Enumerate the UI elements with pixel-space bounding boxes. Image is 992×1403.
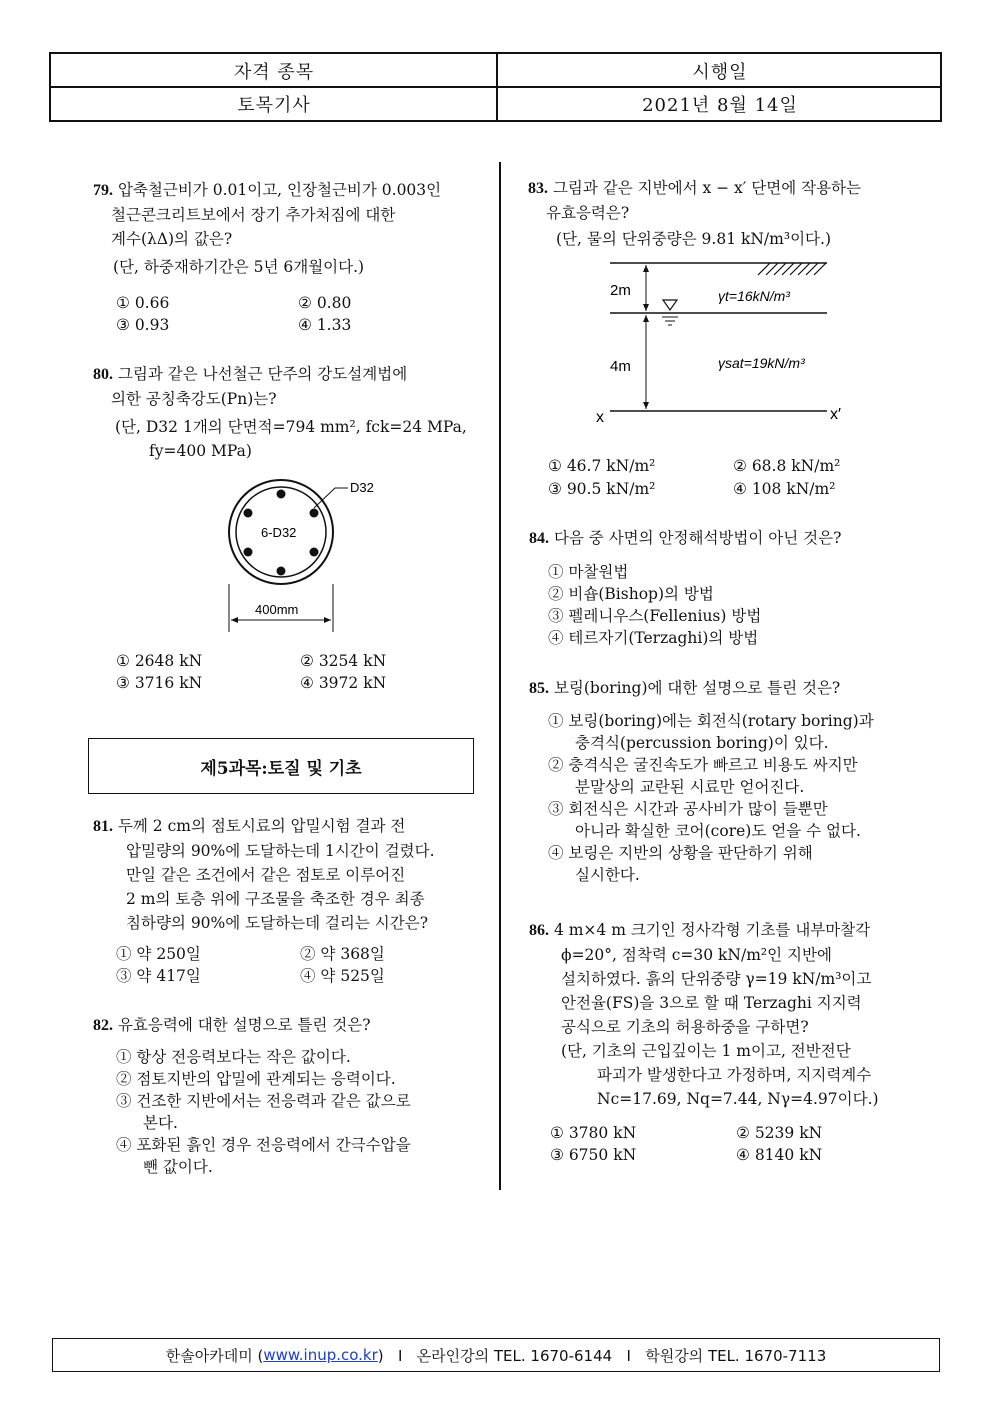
- option: 분말상의 교란된 시료만 얻어진다.: [575, 778, 805, 796]
- question-number: 84.: [529, 530, 549, 547]
- question-text: 그림과 같은 지반에서 x − x′ 단면에 작용하는: [552, 179, 861, 197]
- label-x-prime: x′: [830, 406, 841, 423]
- label-6-d32: 6-D32: [261, 525, 297, 540]
- question-text: ϕ=20°, 점착력 c=30 kN/m²인 지반에: [561, 946, 832, 964]
- option: 충격식(percussion boring)이 있다.: [575, 734, 829, 752]
- option: ② 약 368일: [300, 945, 385, 963]
- rebar: [244, 509, 253, 518]
- option: ② 68.8 kN/m²: [733, 457, 841, 475]
- footer-contact: ) I 온라인강의 TEL. 1670-6144 I 학원강의 TEL. 1670-7113: [377, 1346, 827, 1365]
- column-divider: [499, 162, 501, 1190]
- option-list: [116, 1046, 486, 1178]
- option: ③ 90.5 kN/m²: [548, 480, 656, 498]
- question-80: [93, 362, 483, 463]
- option: ③ 0.93: [116, 316, 170, 334]
- question-text: 압밀량의 90%에 도달하는데 1시간이 걸렸다.: [126, 842, 435, 860]
- question-note: (단, D32 1개의 단면적=794 mm², fck=24 MPa,: [115, 418, 467, 436]
- option: ① 보링(boring)에는 회전식(rotary boring)과: [548, 712, 874, 730]
- question-text: 다음 중 사면의 안정해석방법이 아닌 것은?: [553, 529, 842, 547]
- question-number: 81.: [93, 818, 113, 835]
- option: 아니라 확실한 코어(core)도 얻을 수 없다.: [575, 822, 861, 840]
- question-note: (단, 하중재하기간은 5년 6개월이다.): [113, 258, 365, 276]
- question-text: 2 m의 토층 위에 구조물을 축조한 경우 최종: [126, 890, 425, 908]
- question-text: 안전율(FS)을 3으로 할 때 Terzaghi 지지력: [561, 994, 862, 1012]
- section-title-box: [88, 738, 474, 794]
- question-text: 두께 2 cm의 점토시료의 압밀시험 결과 전: [117, 817, 406, 835]
- label-gamma-sat: γsat=19kN/m³: [718, 355, 805, 371]
- question-text: 4 m×4 m 크기인 정사각형 기초를 내부마찰각: [553, 921, 871, 939]
- label-2m: 2m: [610, 282, 631, 299]
- footer-bar: [52, 1338, 940, 1372]
- question-note: 파괴가 발생한다고 가정하며, 지지력계수: [597, 1066, 872, 1084]
- option: ③ 3716 kN: [116, 674, 203, 692]
- option: ① 2648 kN: [116, 652, 203, 670]
- question-number: 82.: [93, 1017, 113, 1034]
- question-text: 설치하였다. 흙의 단위중량 γ=19 kN/m³이고: [561, 970, 872, 988]
- option: ① 약 250일: [116, 945, 201, 963]
- label-400mm: 400mm: [255, 602, 299, 617]
- header-col2-value: 2021년 8월 14일: [642, 95, 798, 116]
- label-gamma-t: γt=16kN/m³: [718, 288, 790, 304]
- ground-hatch-icon: [758, 263, 826, 275]
- option: ② 0.80: [298, 294, 352, 312]
- option: ④ 포화된 흙인 경우 전응력에서 간극수압을: [116, 1136, 411, 1154]
- option: ① 3780 kN: [550, 1124, 637, 1142]
- option: ④ 약 525일: [300, 967, 385, 985]
- question-text: 보링(boring)에 대한 설명으로 틀린 것은?: [553, 679, 841, 697]
- question-text: 철근콘크리트보에서 장기 추가처짐에 대한: [111, 206, 396, 224]
- option: 뺀 값이다.: [143, 1158, 213, 1176]
- question-83: [528, 176, 928, 251]
- option: ④ 8140 kN: [736, 1146, 823, 1164]
- footer-link[interactable]: www.inup.co.kr: [263, 1346, 378, 1364]
- question-text: 침하량의 90%에 도달하는데 걸리는 시간은?: [126, 914, 429, 932]
- option: ③ 회전식은 시간과 공사비가 많이 들뿐만: [548, 800, 828, 818]
- question-note: Nc=17.69, Nq=7.44, Nγ=4.97이다.): [597, 1090, 879, 1108]
- question-text: 공식으로 기초의 허용하중을 구하면?: [561, 1018, 809, 1036]
- soil-profile-figure: [590, 255, 850, 430]
- question-79: [93, 178, 483, 279]
- label-x: x: [596, 409, 604, 426]
- question-note: (단, 물의 단위중량은 9.81 kN/m³이다.): [556, 230, 831, 248]
- option-list: [548, 561, 928, 649]
- question-number: 83.: [528, 180, 548, 197]
- footer-org: 한솔아카데미 (: [165, 1346, 264, 1365]
- question-text: 의한 공칭축강도(Pn)는?: [111, 390, 277, 408]
- question-85: [529, 676, 929, 701]
- option: ③ 펠레니우스(Fellenius) 방법: [548, 607, 762, 625]
- option: ② 비숍(Bishop)의 방법: [548, 585, 714, 603]
- question-number: 80.: [93, 366, 113, 383]
- header-col1-title: 자격 종목: [233, 62, 315, 83]
- question-82: [93, 1013, 483, 1038]
- option: ④ 1.33: [298, 316, 352, 334]
- exam-header-table: [49, 52, 942, 122]
- option: 본다.: [143, 1114, 178, 1132]
- option: ④ 테르자기(Terzaghi)의 방법: [548, 629, 759, 647]
- option: ② 충격식은 굴진속도가 빠르고 비용도 싸지만: [548, 756, 858, 774]
- option: ④ 108 kN/m²: [733, 480, 836, 498]
- rebar: [310, 509, 319, 518]
- question-text: 만일 같은 조건에서 같은 점토로 이루어진: [126, 866, 406, 884]
- option: ② 5239 kN: [736, 1124, 823, 1142]
- option: ① 0.66: [116, 294, 170, 312]
- question-number: 79.: [93, 182, 113, 199]
- question-text: 압축철근비가 0.01이고, 인장철근비가 0.003인: [117, 181, 442, 199]
- rebar: [244, 548, 253, 557]
- option: ④ 3972 kN: [300, 674, 387, 692]
- question-text: 유효응력에 대한 설명으로 틀린 것은?: [117, 1016, 371, 1034]
- option: ② 3254 kN: [300, 652, 387, 670]
- option-list: [548, 710, 933, 886]
- option: 실시한다.: [575, 866, 640, 884]
- label-d32: D32: [350, 480, 374, 495]
- option: ④ 보링은 지반의 상황을 판단하기 위해: [548, 844, 813, 862]
- question-number: 86.: [529, 922, 549, 939]
- option: ③ 건조한 지반에서는 전응력과 같은 값으로: [116, 1092, 411, 1110]
- question-note: fy=400 MPa): [149, 442, 252, 460]
- question-text: 그림과 같은 나선철근 단주의 강도설계법에: [117, 365, 408, 383]
- option: ① 마찰원법: [548, 563, 629, 581]
- rebar: [310, 548, 319, 557]
- question-text: 계수(λΔ)의 값은?: [111, 230, 233, 248]
- question-84: [529, 526, 929, 551]
- option: ③ 약 417일: [116, 967, 201, 985]
- question-number: 85.: [529, 680, 549, 697]
- section-title: 제5과목:토질 및 기초: [200, 758, 362, 779]
- header-col2-title: 시행일: [692, 62, 748, 83]
- question-86: [529, 918, 934, 1111]
- option: ② 점토지반의 압밀에 관계되는 응력이다.: [116, 1070, 396, 1088]
- header-col1-value: 토목기사: [237, 95, 311, 116]
- question-text: 유효응력은?: [546, 204, 630, 222]
- option: ① 항상 전응력보다는 작은 값이다.: [116, 1048, 351, 1066]
- rebar: [277, 567, 286, 576]
- question-note: (단, 기초의 근입깊이는 1 m이고, 전반전단: [561, 1042, 851, 1060]
- question-81: [93, 814, 483, 935]
- label-4m: 4m: [610, 358, 631, 375]
- column-section-figure: [210, 472, 400, 637]
- rebar: [277, 490, 286, 499]
- option: ③ 6750 kN: [550, 1146, 637, 1164]
- option: ① 46.7 kN/m²: [548, 457, 656, 475]
